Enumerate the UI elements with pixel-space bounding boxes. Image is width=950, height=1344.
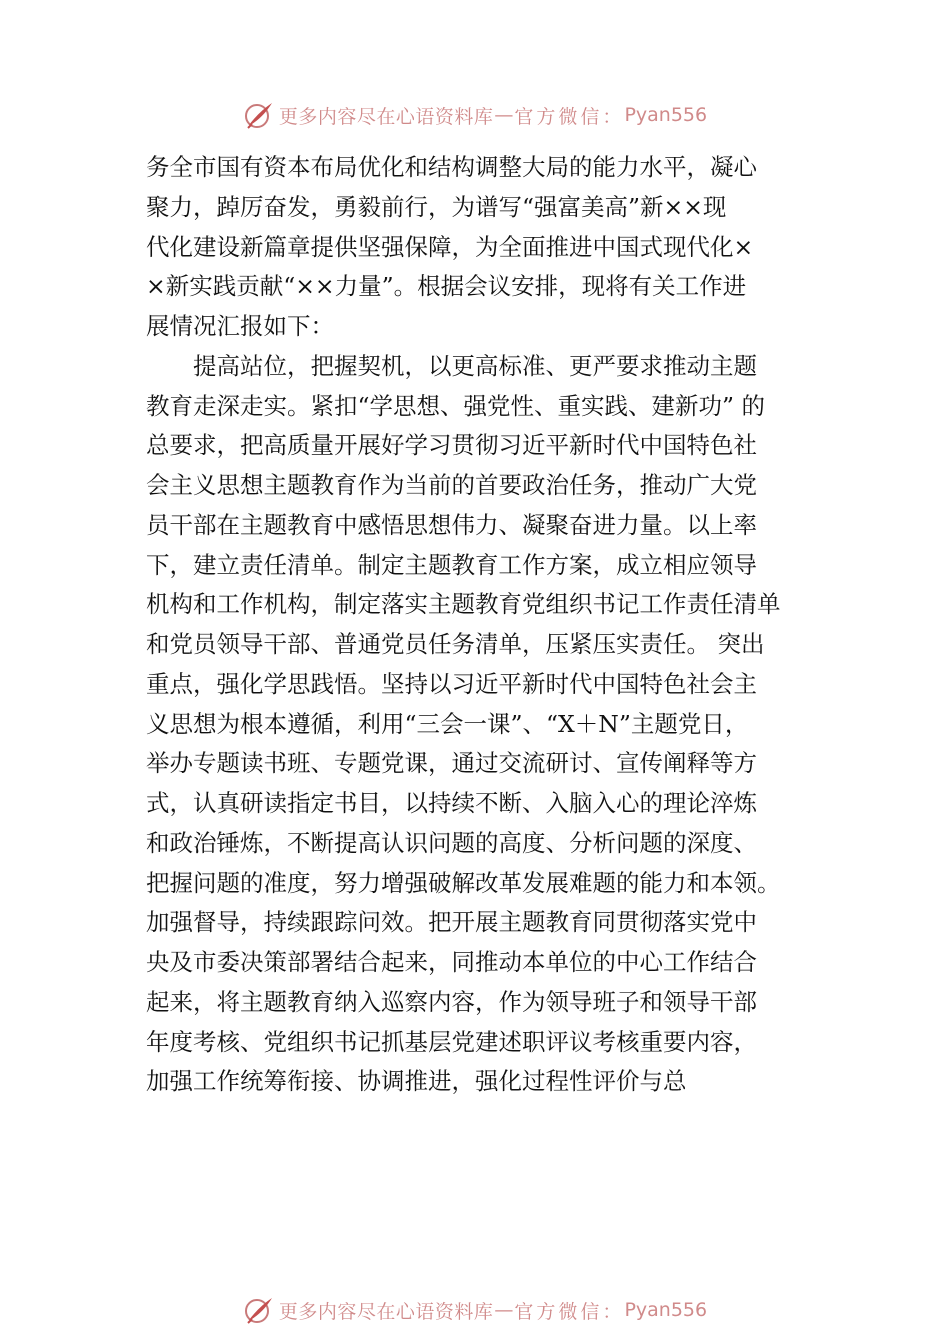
- watermark-site-text: 更多内容尽在心语资料库: [278, 1300, 494, 1323]
- text-line: 机构和工作机构，制定落实主题教育党组织书记工作责任清单: [146, 590, 781, 619]
- header-watermark: [0, 95, 950, 135]
- watermark-separator: —: [494, 104, 514, 126]
- quill-logo-icon: [243, 1294, 275, 1326]
- text-line: 和政治锤炼，不断提高认识问题的高度、分析问题的深度、: [146, 828, 757, 857]
- text-line: 加强工作统筹衔接、协调推进，强化过程性评价与总: [146, 1067, 687, 1096]
- text-line: 总要求，把高质量开展好学习贯彻习近平新时代中国特色社: [146, 431, 757, 460]
- watermark-label: 官方微信：: [514, 105, 625, 128]
- document-body: [146, 148, 816, 1102]
- text-line: 和党员领导干部、普通党员任务清单，压紧压实责任。 突出: [146, 630, 765, 658]
- text-line: 把握问题的准度，努力增强破解改革发展难题的能力和本领。: [146, 868, 781, 897]
- text-line: 展情况汇报如下：: [146, 312, 334, 340]
- text-line: 起来，将主题教育纳入巡察内容，作为领导班子和领导干部: [146, 987, 757, 1016]
- text-line: 员干部在主题教育中感悟思想伟力、凝聚奋进力量。以上率: [146, 510, 757, 539]
- text-line: 义思想为根本遵循，利用“三会一课”、“X＋N”主题党日，: [146, 709, 749, 738]
- text-line: 重点，强化学思践悟。坚持以习近平新时代中国特色社会主: [146, 669, 757, 698]
- text-line: 央及市委决策部署结合起来，同推动本单位的中心工作结合: [146, 948, 757, 976]
- text-line: 务全市国有资本布局优化和结构调整大局的能力水平，凝心: [146, 153, 757, 181]
- watermark-site-text: 更多内容尽在心语资料库: [278, 105, 494, 128]
- quill-logo-icon: [243, 99, 275, 131]
- text-line: 教育走深走实。紧扣“学思想、强党性、重实践、建新功” 的: [146, 391, 765, 420]
- text-line: 加强督导，持续跟踪问效。把开展主题教育同贯彻落实党中: [146, 908, 757, 937]
- text-line: 举办专题读书班、专题党课，通过交流研讨、宣传阐释等方: [146, 749, 757, 778]
- watermark-separator: —: [494, 1299, 514, 1321]
- text-line: 式，认真研读指定书目，以持续不断、入脑入心的理论淬炼: [146, 789, 757, 817]
- text-line: 提高站位，把握契机，以更高标准、更严要求推动主题: [146, 351, 757, 380]
- text-line: 年度考核、党组织书记抓基层党建述职评议考核重要内容，: [146, 1027, 757, 1056]
- text-line: 代化建设新篇章提供坚强保障，为全面推进中国式现代化×: [146, 232, 754, 261]
- text-line: 聚力，踔厉奋发，勇毅前行，为谱写“强富美高”新××现: [146, 192, 727, 221]
- watermark-wechat-id: Pyan556: [624, 104, 708, 126]
- watermark-wechat-id: Pyan556: [624, 1299, 708, 1321]
- footer-watermark: [0, 1290, 950, 1330]
- text-line: ×新实践贡献“××力量”。根据会议安排，现将有关工作进: [146, 272, 747, 301]
- text-line: 下，建立责任清单。制定主题教育工作方案，成立相应领导: [146, 550, 757, 579]
- text-line: 会主义思想主题教育作为当前的首要政治任务，推动广大党: [146, 471, 757, 499]
- watermark-label: 官方微信：: [514, 1300, 625, 1323]
